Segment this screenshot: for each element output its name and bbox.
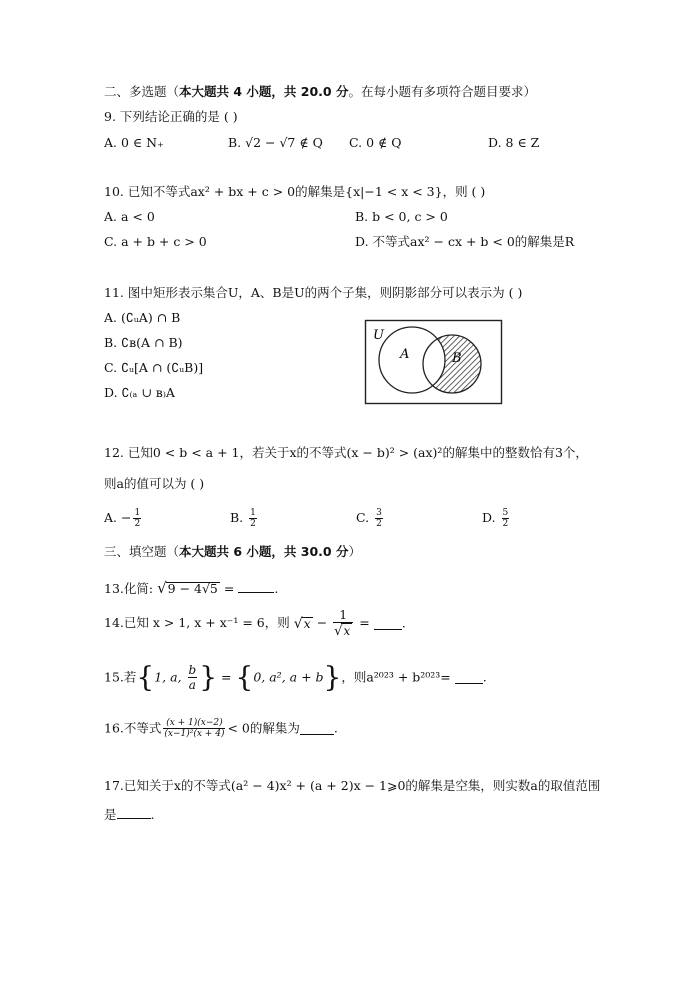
q12-stem: 12. 已知0 < b < a + 1，若关于x的不等式(x − b)² > (ax)²的解集中的整数恰有3个， xyxy=(104,445,588,460)
venn-label-u: U xyxy=(373,328,384,343)
q12-option-d: D. $\frac{5}{2}$ xyxy=(482,508,509,529)
q10-option-c: C. a + b + c > 0 xyxy=(104,234,207,249)
q9-option-b: B. √2 − √7 ∉ Q xyxy=(228,135,323,150)
q11-option-c: C. ∁ᵤ[A ∩ (∁ᵤB)] xyxy=(104,360,204,375)
q11-stem: 11. 图中矩形表示集合U，A、B是U的两个子集，则阴影部分可以表示为 ( ) xyxy=(104,285,523,300)
q9-option-c: C. 0 ∉ Q xyxy=(349,135,402,150)
venn-label-a: A xyxy=(400,347,410,362)
q17-line2: 是 . xyxy=(104,807,155,822)
q13-answer-blank[interactable] xyxy=(238,580,274,593)
q14-answer-blank[interactable] xyxy=(374,617,402,630)
q16: 16.不等式 $\frac{(x + 1)(x-2)}{\text{(x−1)²(x + 4)}}$ < 0的解集为 . xyxy=(104,718,338,739)
section-heading-fill-in: 三、填空题（本大题共 6 小题，共 30.0 分） xyxy=(104,544,361,559)
q11-option-d: D. ∁₍ₐ ∪ ʙ₎A xyxy=(104,385,175,400)
q16-answer-blank[interactable] xyxy=(300,722,334,735)
q10-stem: 10. 已知不等式ax² + bx + c > 0的解集是{x|−1 < x < 3}，则 ( ) xyxy=(104,184,486,199)
q17-line1: 17.已知关于x的不等式(a² − 4)x² + (a + 2)x − 1⩾0的解集是空集，则实数a的取值范围 xyxy=(104,778,601,793)
q10-option-d: D. 不等式ax² − cx + b < 0的解集是R xyxy=(355,234,575,249)
q15-answer-blank[interactable] xyxy=(455,671,483,684)
q12-option-a: A. − $\frac{1}{2}$ xyxy=(104,508,141,529)
section-heading-multiple-choice: 二、多选题（本大题共 4 小题，共 20.0 分。在每小题有多项符合题目要求） xyxy=(104,84,536,99)
q12-option-c: C. $\frac{3}{2}$ xyxy=(356,508,382,529)
q17-answer-blank[interactable] xyxy=(117,806,151,819)
q13: 13.化简: √9 − 4√5 = . xyxy=(104,579,279,597)
q10-option-b: B. b < 0, c > 0 xyxy=(355,209,448,224)
q15: 15.若{1, a, $\frac{b}{a}$ } = {0, a², a + b}，则a²⁰²³ + b²⁰²³= . xyxy=(104,660,487,694)
q9-stem: 9. 下列结论正确的是 ( ) xyxy=(104,109,238,124)
q10-option-a: A. a < 0 xyxy=(104,209,155,224)
venn-diagram xyxy=(364,318,504,406)
venn-label-b: B xyxy=(452,351,462,366)
q9-option-d: D. 8 ∈ Z xyxy=(488,135,540,150)
q11-option-a: A. (∁ᵤA) ∩ B xyxy=(104,310,181,325)
q9-option-a: A. 0 ∈ N₊ xyxy=(104,135,164,150)
q12-stem-line2: 则a的值可以为 ( ) xyxy=(104,476,205,491)
q12-option-b: B. $\frac{1}{2}$ xyxy=(230,508,256,529)
q14: 14.已知 x > 1, x + x⁻¹ = 6，则 √x − $\frac{1}{√x}$ = . xyxy=(104,608,406,639)
q11-option-b: B. ∁ʙ(A ∩ B) xyxy=(104,335,183,350)
